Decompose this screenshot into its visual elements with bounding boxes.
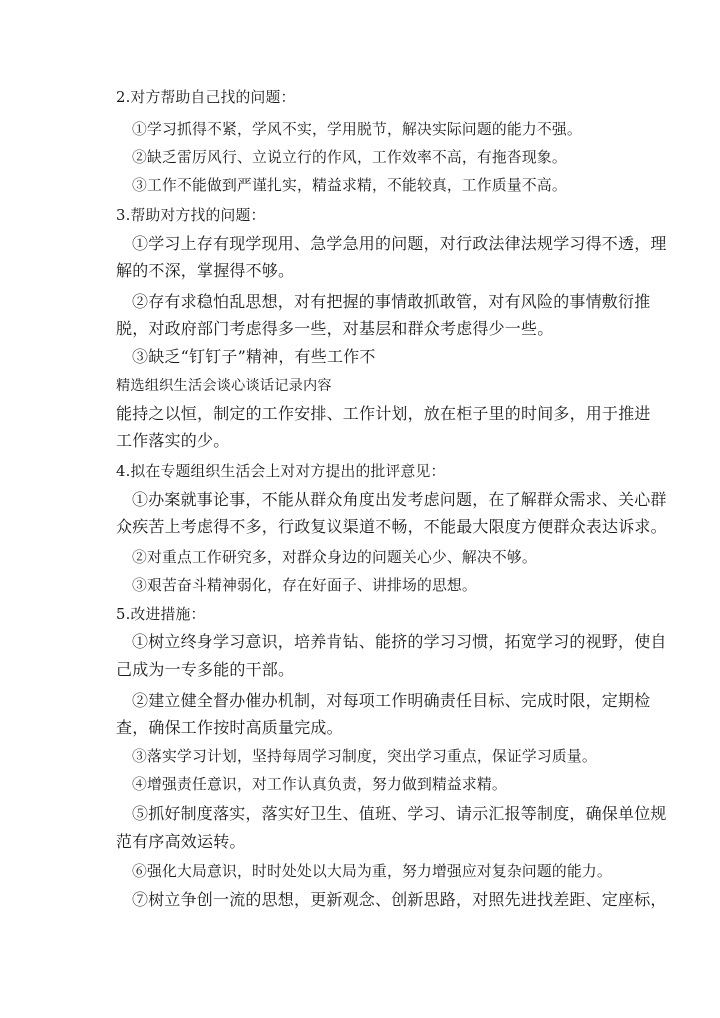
text-line: 己成为一专多能的干部。 — [116, 660, 295, 679]
text-line: ②对重点工作研究多，对群众身边的问题关心少、解决不够。 — [132, 549, 537, 566]
page-header-title: 精选组织生活会谈心谈话记录内容 — [116, 378, 332, 394]
text-line: 解的不深，掌握得不够。 — [116, 261, 295, 280]
text-line: 工作落实的少。 — [116, 431, 230, 450]
text-line: ③艰苦奋斗精神弱化，存在好面子、讲排场的思想。 — [132, 577, 477, 594]
text-line: ③落实学习计划，坚持每周学习制度，突出学习重点，保证学习质量。 — [132, 748, 597, 765]
section-heading-3: 3.帮助对方找的问题： — [116, 207, 266, 224]
section-heading-4: 4.拟在专题组织生活会上对对方提出的批评意见： — [116, 463, 446, 480]
text-line: 能持之以恒，制定的工作安排、工作计划，放在柜子里的时间多，用于推进 — [116, 404, 651, 423]
text-line: ②存有求稳怕乱思想，对有把握的事情敢抓敢管，对有风险的事情敷衍推 — [132, 292, 651, 311]
text-line: ①办案就事论事，不能从群众角度出发考虑问题，在了解群众需求、关心群 — [132, 490, 667, 509]
text-line: ②缺乏雷厉风行、立说立行的作风，工作效率不高，有拖沓现象。 — [132, 149, 567, 166]
text-line: 众疾苦上考虑得不多，行政复议渠道不畅，不能最大限度方便群众表达诉求。 — [116, 517, 667, 536]
text-line: ⑤抓好制度落实，落实好卫生、值班、学习、请示汇报等制度，确保单位规 — [132, 804, 667, 823]
text-line: ①树立终身学习意识，培养肯钻、能挤的学习习惯，拓宽学习的视野，使自 — [132, 632, 667, 651]
text-line: ④增强责任意识，对工作认真负责，努力做到精益求精。 — [132, 776, 507, 793]
text-line: 脱，对政府部门考虑得多一些，对基层和群众考虑得少一些。 — [116, 319, 554, 338]
text-line: ③缺乏“钉钉子”精神，有些工作不 — [132, 347, 376, 366]
text-line: ⑦树立争创一流的思想，更新观念、创新思路，对照先进找差距、定座标， — [132, 890, 667, 909]
text-line: ③工作不能做到严谨扎实，精益求精，不能较真，工作质量不高。 — [132, 177, 567, 194]
section-heading-5: 5.改进措施： — [116, 606, 206, 623]
text-line: ①学习抓得不紧，学风不实，学用脱节，解决实际问题的能力不强。 — [132, 121, 582, 138]
text-line: 查，确保工作按时高质量完成。 — [116, 718, 343, 737]
text-line: ⑥强化大局意识，时时处处以大局为重，努力增强应对复杂问题的能力。 — [132, 863, 612, 880]
text-line: ①学习上存有现学现用、急学急用的问题，对行政法律法规学习得不透，理 — [132, 234, 667, 253]
text-line: 范有序高效运转。 — [116, 832, 246, 851]
text-line: ②建立健全督办催办机制，对每项工作明确责任目标、完成时限，定期检 — [132, 691, 651, 710]
section-heading-2: 2.对方帮助自己找的问题： — [116, 89, 296, 106]
